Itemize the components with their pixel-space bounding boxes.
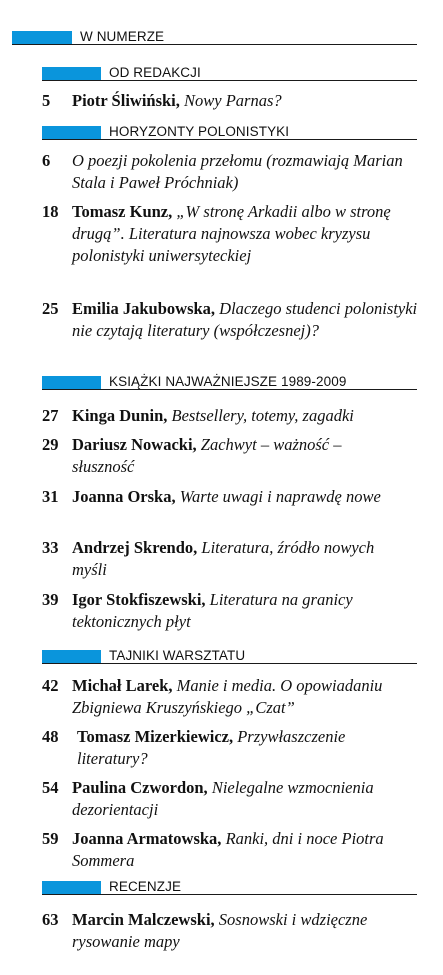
toc-entry[interactable] [42,405,422,427]
entry-title: Nowy Parnas? [184,91,282,110]
toc-entry[interactable] [42,298,422,342]
section-title: OD REDAKCJI [109,65,201,80]
section-header-ksiazki [42,373,417,390]
entry-title: „W stronę Arkadii albo w stronę drugą”. Literatura najnowsza wobec kryzysu polonistyki uniwersyteckiej [72,202,391,265]
section-accent-bar [42,376,101,389]
entry-title: Nielegalne wzmocnienia dezorientacji [72,778,374,819]
entry-title: Literatura na granicy tektonicznych płyt [72,590,353,631]
entry-title: Warte uwagi i naprawdę nowe [179,487,381,506]
page-number: 39 [42,590,59,609]
entry-author: Paulina Czwordon, [72,778,208,797]
page-number: 25 [42,299,59,318]
section-header-od-redakcji [42,64,417,81]
page-number: 42 [42,676,59,695]
entry-author: Dariusz Nowacki, [72,435,197,454]
entry-author: Igor Stokfiszewski, [72,590,206,609]
entry-title: Zachwyt – ważność – słuszność [72,435,342,476]
section-title: KSIĄŻKI NAJWAŻNIEJSZE 1989-2009 [109,374,347,389]
section-header-tajniki [42,647,417,664]
toc-entry[interactable] [42,434,422,478]
entry-title: Dlaczego studenci polonistyki nie czytają literatury (współczesnej)? [72,299,418,340]
page-number: 54 [42,778,59,797]
section-accent-bar [42,67,101,80]
entry-title: Manie i media. O opowiadaniu Zbigniewa Kruszyńskiego „Czat” [72,676,383,717]
page-number: 5 [42,91,51,110]
entry-author: Kinga Dunin, [72,406,168,425]
page-number: 59 [42,829,59,848]
entry-title: Sosnowski i wdzięczne rysowanie mapy [72,910,368,951]
entry-title: O poezji pokolenia przełomu (rozmawiają Marian Stala i Paweł Próchniak) [72,151,403,192]
entry-author: Joanna Armatowska, [72,829,222,848]
entry-author: Andrzej Skrendo, [72,538,198,557]
section-header-horyzonty [42,123,417,140]
toc-entry[interactable] [42,90,422,112]
entry-author: Michał Larek, [72,676,173,695]
entry-author: Tomasz Mizerkiewicz, [77,727,234,746]
main-section-header [12,28,417,45]
entry-author: Tomasz Kunz, [72,202,173,221]
toc-entry[interactable] [42,726,422,770]
entry-author: Joanna Orska, [72,487,176,506]
toc-entry[interactable] [42,828,422,872]
section-accent-bar [42,650,101,663]
entry-title: Literatura, źródło nowych myśli [72,538,375,579]
page-number: 33 [42,538,59,557]
toc-entry[interactable] [42,537,422,581]
toc-entry[interactable] [42,201,422,267]
page-number: 18 [42,202,59,221]
page-number: 48 [42,727,59,746]
section-title: TAJNIKI WARSZTATU [109,648,246,663]
page-number: 31 [42,487,59,506]
toc-entry[interactable] [42,777,422,821]
entry-author: Marcin Malczewski, [72,910,215,929]
page-number: 6 [42,151,51,170]
section-accent-bar [42,881,101,894]
section-header-recenzje [42,878,417,895]
section-title: RECENZJE [109,879,182,894]
entry-author: Piotr Śliwiński, [72,91,180,110]
entry-author: Emilia Jakubowska, [72,299,216,318]
section-accent-bar [42,126,101,139]
toc-entry[interactable] [42,486,422,508]
entry-title: Bestsellery, totemy, zagadki [171,406,354,425]
toc-entry[interactable] [42,150,422,194]
toc-entry[interactable] [42,675,422,719]
page-number: 27 [42,406,59,425]
entry-title: Ranki, dni i noce Piotra Sommera [72,829,384,870]
section-title: HORYZONTY POLONISTYKI [109,124,290,139]
entry-title: Przywłaszczenie literatury? [77,727,346,768]
header-accent-bar [12,31,72,44]
page-number: 29 [42,435,59,454]
toc-entry[interactable] [42,589,422,633]
toc-entry[interactable] [42,909,422,953]
page-number: 63 [42,910,59,929]
main-section-title: W NUMERZE [80,29,165,44]
